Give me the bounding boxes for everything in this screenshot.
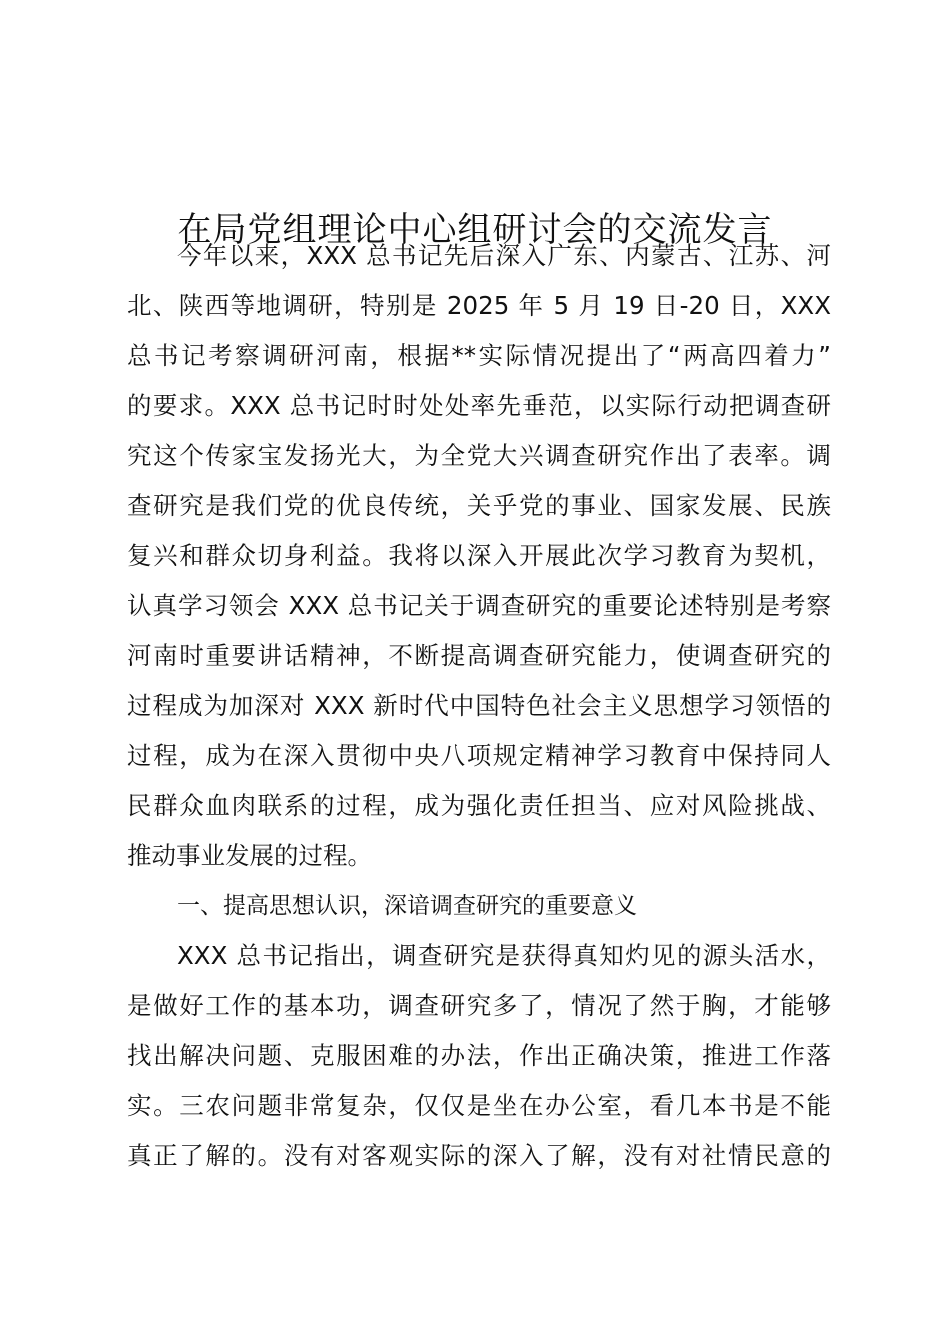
text-line: XXX 总书记指出，调查研究是获得真知灼见的源头活水， [177,941,831,970]
text-line: 民群众血肉联系的过程，成为强化责任担当、应对风险挑战、 [127,791,831,820]
paragraph-section1 [127,931,831,1181]
text-line: 究这个传家宝发扬光大，为全党大兴调查研究作出了表率。调 [127,441,831,470]
text-line: 推动事业发展的过程。 [127,841,372,870]
text-line: 过程成为加深对 XXX 新时代中国特色社会主义思想学习领悟的 [127,691,831,720]
text-line: 查研究是我们党的优良传统，关乎党的事业、国家发展、民族 [127,491,831,520]
section-heading: 一、提高思想认识，深谙调查研究的重要意义 [177,893,637,919]
paragraph-intro [127,231,831,881]
text-line: 河南时重要讲话精神，不断提高调查研究能力，使调查研究的 [127,641,831,670]
text-line: 北、陕西等地调研，特别是 2025 年 5 月 19 日-20 日，XXX [127,291,831,320]
text-line: 总书记考察调研河南，根据**实际情况提出了“两高四着力” [127,341,831,370]
text-line: 认真学习领会 XXX 总书记关于调查研究的重要论述特别是考察 [127,591,831,620]
text-line: 复兴和群众切身利益。我将以深入开展此次学习教育为契机， [127,541,831,570]
document-body [127,231,831,1181]
document-title: 在局党组理论中心组研讨会的交流发言 [177,209,773,250]
text-line: 实。三农问题非常复杂，仅仅是坐在办公室，看几本书是不能 [127,1091,831,1120]
text-line: 是做好工作的基本功，调查研究多了，情况了然于胸，才能够 [127,991,831,1020]
text-line: 找出解决问题、克服困难的办法，作出正确决策，推进工作落 [127,1041,831,1070]
text-line: 的要求。XXX 总书记时时处处率先垂范，以实际行动把调查研 [127,391,831,420]
text-line: 今年以来，XXX 总书记先后深入广东、内蒙古、江苏、河 [177,241,831,270]
text-line: 过程，成为在深入贯彻中央八项规定精神学习教育中保持同人 [127,741,831,770]
text-line: 真正了解的。没有对客观实际的深入了解，没有对社情民意的 [127,1141,831,1170]
